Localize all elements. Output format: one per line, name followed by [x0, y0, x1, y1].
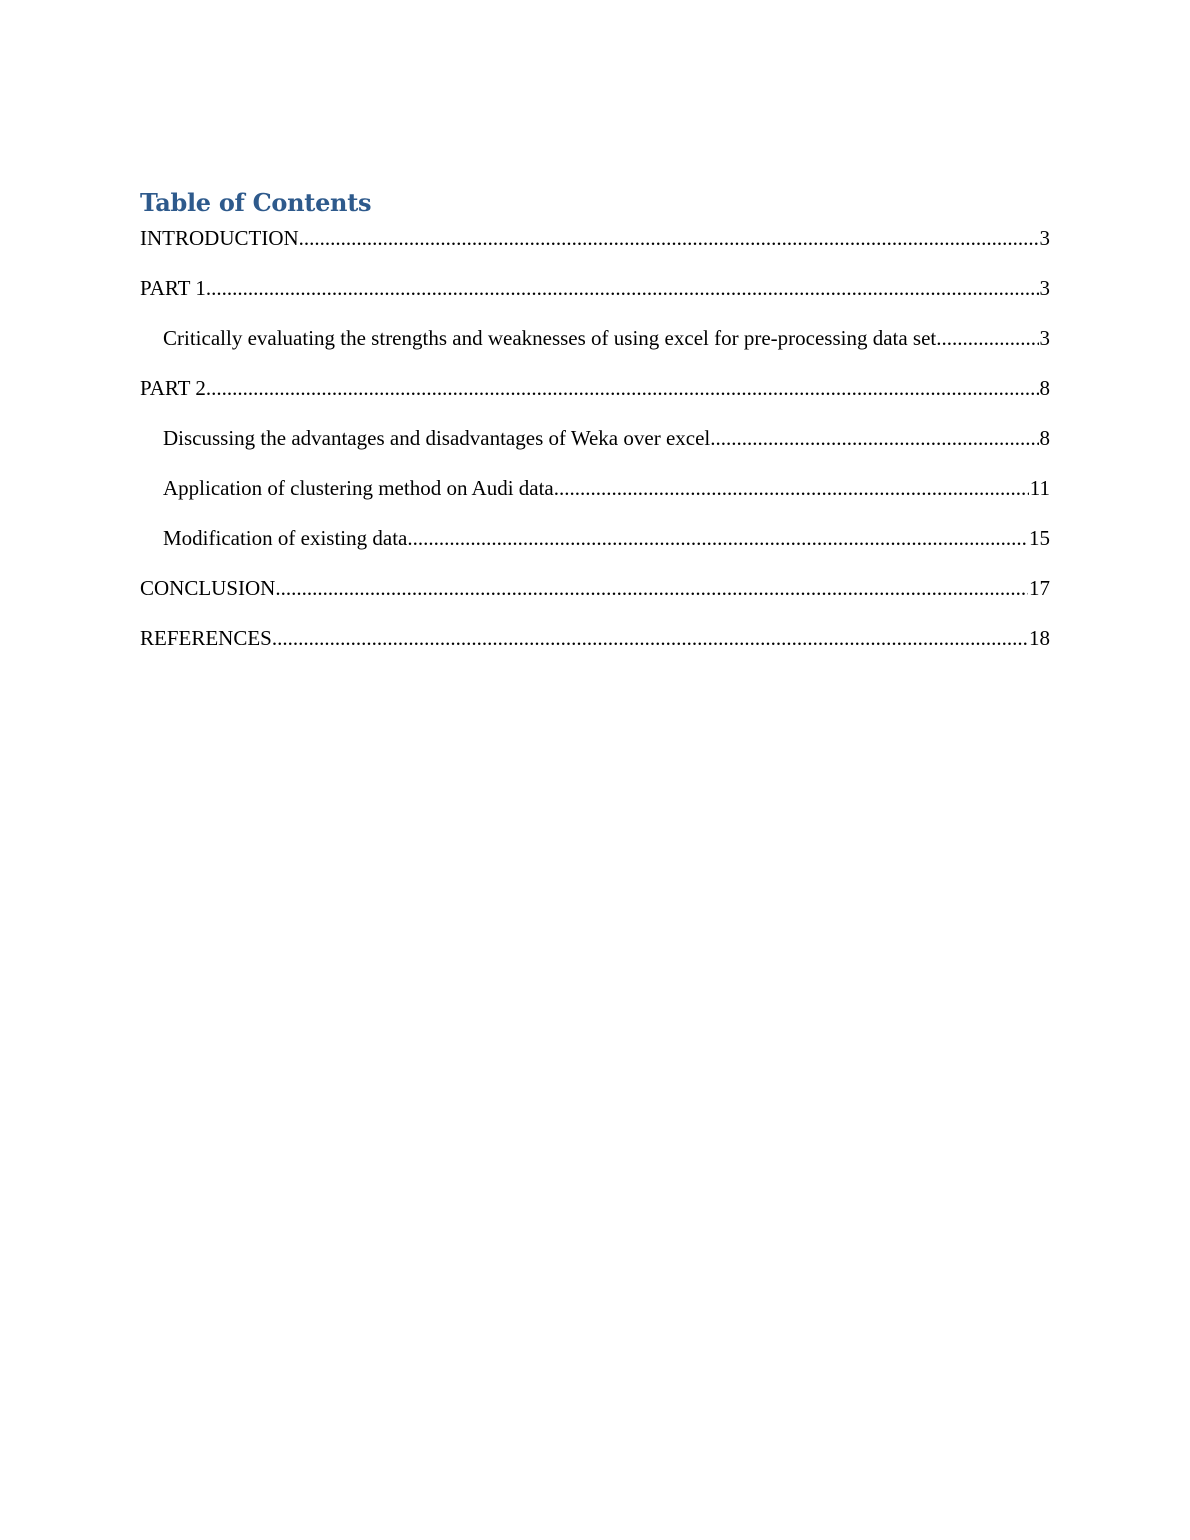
- toc-entry-label: Critically evaluating the strengths and weaknesses of using excel for pre-processing data set.: [163, 326, 942, 350]
- toc-entry-list: [140, 220, 1050, 670]
- toc-entry-references[interactable]: [140, 620, 1050, 670]
- toc-entry-page-number: 3: [1039, 326, 1050, 350]
- dot-leader: [206, 270, 1039, 306]
- dot-leader: [554, 470, 1029, 506]
- toc-entry-label: REFERENCES: [140, 626, 272, 650]
- toc-entry-conclusion[interactable]: [140, 570, 1050, 620]
- toc-entry-label: Modification of existing data: [163, 526, 408, 550]
- toc-entry-page-number: 15: [1029, 526, 1050, 550]
- toc-entry-excel-strengths-weaknesses[interactable]: [140, 320, 1050, 370]
- toc-entry-page-number: 11: [1029, 476, 1050, 500]
- toc-entry-label: Discussing the advantages and disadvantages of Weka over excel: [163, 426, 711, 450]
- toc-entry-label: INTRODUCTION: [140, 226, 299, 250]
- toc-entry-clustering-audi[interactable]: [140, 470, 1050, 520]
- toc-entry-page-number: 8: [1039, 426, 1050, 450]
- toc-entry-page-number: 8: [1039, 376, 1050, 400]
- toc-entry-part-1[interactable]: [140, 270, 1050, 320]
- toc-entry-weka-vs-excel[interactable]: [140, 420, 1050, 470]
- dot-leader: [407, 520, 1028, 556]
- dot-leader: [710, 420, 1038, 456]
- toc-entry-page-number: 3: [1039, 226, 1050, 250]
- toc-title: Table of Contents: [140, 188, 372, 217]
- dot-leader: [942, 320, 1039, 356]
- toc-entry-page-number: 17: [1029, 576, 1050, 600]
- dot-leader: [275, 570, 1028, 606]
- toc-entry-label: CONCLUSION: [140, 576, 276, 600]
- toc-entry-label: PART 2: [140, 376, 206, 400]
- toc-entry-introduction[interactable]: [140, 220, 1050, 270]
- table-of-contents: [140, 186, 1050, 670]
- toc-entry-page-number: 3: [1039, 276, 1050, 300]
- dot-leader: [272, 620, 1028, 656]
- toc-entry-modification-existing-data[interactable]: [140, 520, 1050, 570]
- toc-entry-part-2[interactable]: [140, 370, 1050, 420]
- toc-entry-label: Application of clustering method on Audi data: [163, 476, 554, 500]
- toc-entry-label: PART 1: [140, 276, 206, 300]
- toc-entry-page-number: 18: [1029, 626, 1050, 650]
- dot-leader: [299, 220, 1039, 256]
- dot-leader: [206, 370, 1039, 406]
